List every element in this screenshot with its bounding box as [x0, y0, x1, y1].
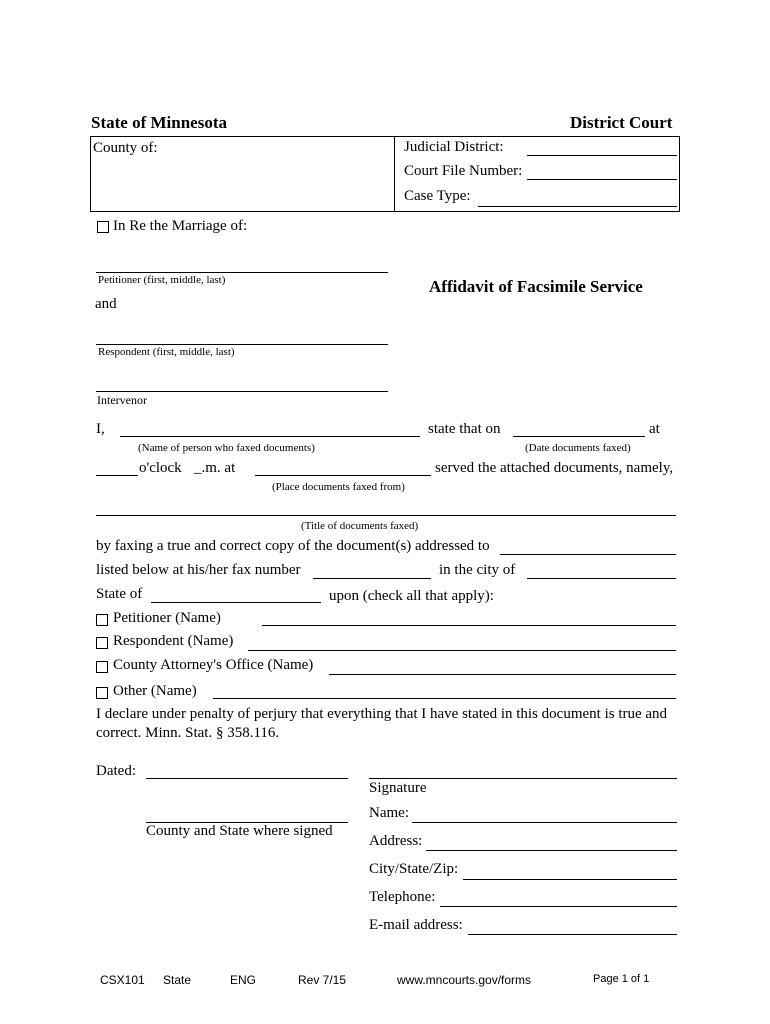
option-county-attorney-field[interactable]: [329, 674, 676, 675]
place-field[interactable]: [255, 475, 431, 476]
other-checkbox[interactable]: [96, 687, 108, 699]
option-county-attorney-label: County Attorney's Office (Name): [113, 657, 314, 673]
name-field[interactable]: [120, 436, 420, 437]
option-respondent-field[interactable]: [248, 650, 676, 651]
telephone-label: Telephone:: [369, 889, 436, 905]
petitioner-field[interactable]: [96, 272, 388, 273]
intervenor-caption: Intervenor: [97, 393, 147, 407]
addressed-to-field[interactable]: [500, 554, 676, 555]
state-heading: State of Minnesota: [91, 113, 227, 132]
declaration-line-2: correct. Minn. Stat. § 358.116.: [96, 725, 280, 741]
footer-form-id: CSX101: [100, 973, 145, 987]
option-respondent-label: Respondent (Name): [113, 633, 234, 649]
footer-page: Page 1 of 1: [593, 973, 650, 985]
state-field[interactable]: [151, 602, 321, 603]
name-label: Name:: [369, 805, 409, 821]
i-label: I,: [96, 421, 105, 437]
judicial-district-field[interactable]: [527, 155, 677, 156]
footer-lang: ENG: [230, 973, 257, 987]
signer-name-field[interactable]: [412, 822, 677, 823]
email-field[interactable]: [468, 934, 677, 935]
oclock-label: o'clock: [139, 460, 182, 476]
option-other-field[interactable]: [213, 698, 676, 699]
marriage-label: In Re the Marriage of:: [113, 218, 248, 234]
signature-field[interactable]: [369, 778, 677, 779]
court-heading: District Court: [570, 113, 673, 132]
telephone-field[interactable]: [440, 906, 677, 907]
county-state-caption: County and State where signed: [146, 823, 333, 839]
marriage-checkbox[interactable]: [97, 221, 109, 233]
county-attorney-checkbox[interactable]: [96, 661, 108, 673]
county-label: County of:: [93, 140, 158, 156]
option-petitioner-label: Petitioner (Name): [113, 610, 221, 626]
declaration-line-1: I declare under penalty of perjury that everything that I have stated in this document is true and: [96, 706, 668, 722]
city-state-zip-field[interactable]: [463, 879, 677, 880]
hour-field[interactable]: [96, 475, 138, 476]
county-field[interactable]: [160, 140, 388, 154]
petitioner-checkbox[interactable]: [96, 614, 108, 626]
state-that-on-label: state that on: [428, 421, 501, 437]
at-label: at: [649, 421, 660, 437]
title-field[interactable]: [96, 515, 676, 516]
respondent-field[interactable]: [96, 344, 388, 345]
signature-caption: Signature: [369, 780, 427, 796]
header-box-divider: [394, 136, 395, 212]
dated-label: Dated:: [96, 763, 136, 779]
header-box-bottom: [90, 211, 679, 212]
respondent-caption: Respondent (first, middle, last): [98, 346, 235, 358]
email-label: E-mail address:: [369, 917, 463, 933]
address-label: Address:: [369, 833, 423, 849]
footer-rev: Rev 7/15: [298, 973, 347, 987]
address-field[interactable]: [426, 850, 677, 851]
and-label: and: [95, 296, 117, 312]
served-label: served the attached documents, namely,: [435, 460, 674, 476]
city-field[interactable]: [527, 578, 676, 579]
header-box-left: [90, 136, 91, 212]
judicial-district-label: Judicial District:: [404, 139, 504, 155]
respondent-checkbox[interactable]: [96, 637, 108, 649]
document-title: Affidavit of Facsimile Service: [429, 277, 643, 296]
fax-number-field[interactable]: [313, 578, 431, 579]
header-box-top: [90, 136, 679, 137]
in-city-label: in the city of: [439, 562, 516, 578]
case-type-field[interactable]: [478, 206, 677, 207]
header-box-right: [679, 136, 680, 212]
title-caption: (Title of documents faxed): [301, 520, 419, 532]
listed-below-label: listed below at his/her fax number: [96, 562, 301, 578]
city-state-zip-label: City/State/Zip:: [369, 861, 459, 877]
petitioner-caption: Petitioner (first, middle, last): [98, 274, 226, 286]
dated-field[interactable]: [146, 778, 348, 779]
state-of-label: State of: [96, 586, 143, 602]
upon-label: upon (check all that apply):: [329, 588, 494, 604]
date-field[interactable]: [513, 436, 645, 437]
court-file-number-label: Court File Number:: [404, 163, 523, 179]
am-pm-label: _.m. at: [194, 460, 236, 476]
option-other-label: Other (Name): [113, 683, 197, 699]
court-file-number-field[interactable]: [527, 179, 677, 180]
option-petitioner-field[interactable]: [262, 625, 676, 626]
intervenor-field[interactable]: [96, 391, 388, 392]
date-caption: (Date documents faxed): [525, 442, 631, 454]
footer-url[interactable]: www.mncourts.gov/forms: [397, 973, 532, 987]
place-caption: (Place documents faxed from): [272, 481, 405, 493]
case-type-label: Case Type:: [404, 188, 471, 204]
footer-type: State: [163, 973, 192, 987]
name-caption: (Name of person who faxed documents): [138, 442, 315, 454]
by-faxing-label: by faxing a true and correct copy of the document(s) addressed to: [96, 538, 490, 554]
